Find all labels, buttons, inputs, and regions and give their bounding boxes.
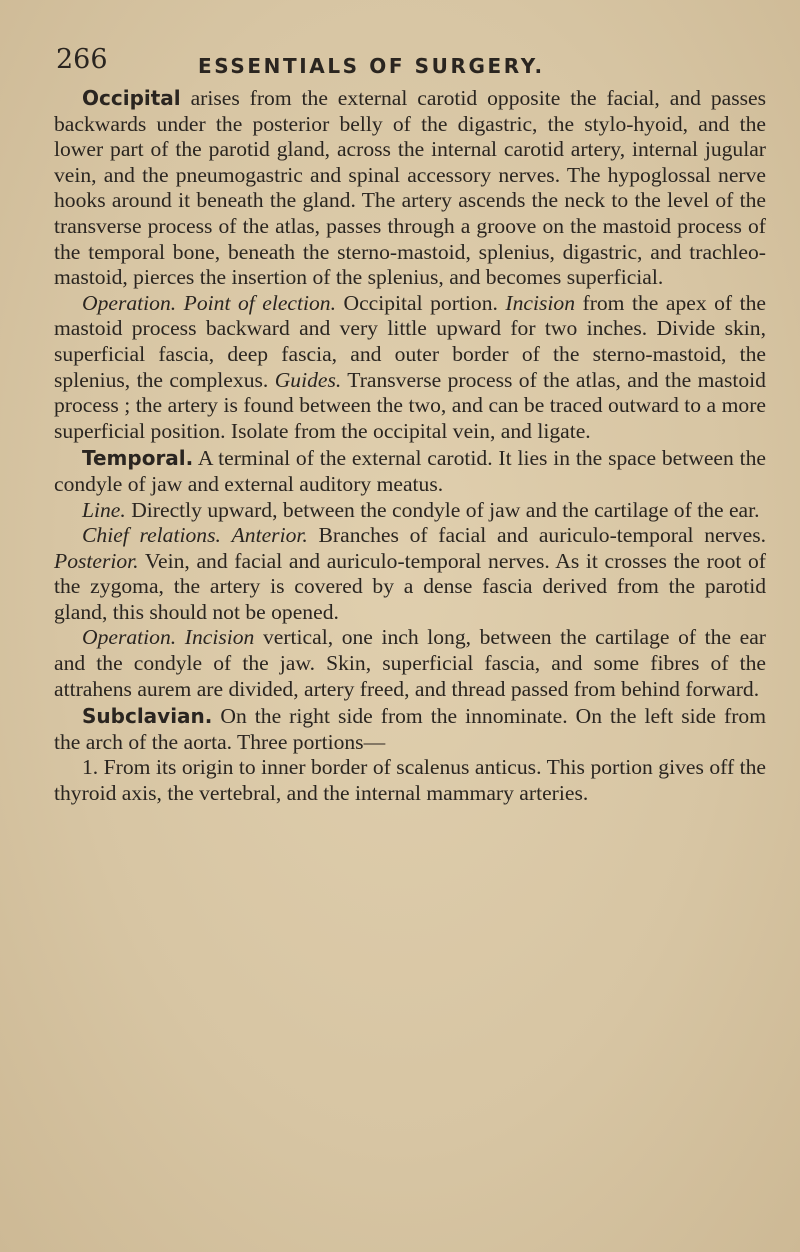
- paragraph-temporal: [54, 446, 766, 497]
- temporal-relations-text-1: Branches of facial and auriculo-temporal nerves.: [307, 523, 766, 548]
- occipital-operation-text-2: Transverse process of the atlas, and the mastoid process ; the artery is found between the two, and can be traced outward to a more superficial position. Isolate from the occipital vein, and ligate.: [54, 367, 766, 443]
- label-anterior: Anterior.: [231, 523, 308, 548]
- subclavian-text: On the right side from the innominate. On the left side from the arch of the aorta. Three portions—: [54, 704, 766, 754]
- subclavian-first-text: 1. From its origin to inner border of scalenus anticus. This portion gives off the thyroid axis, the vertebral, and the internal mammary arteries.: [54, 755, 766, 806]
- label-posterior: Posterior.: [54, 548, 139, 573]
- running-title: ESSENTIALS OF SURGERY.: [198, 54, 545, 78]
- label-incision: Incision: [505, 290, 575, 315]
- heading-occipital: Occipital: [82, 86, 181, 110]
- body-text: [54, 86, 766, 807]
- temporal-line-text: Directly upward, between the condyle of jaw and the cartilage of the ear.: [125, 497, 760, 522]
- label-incision-temporal: Incision: [184, 625, 255, 650]
- paragraph-occipital-operation: [54, 291, 766, 445]
- paragraph-temporal-line: [54, 498, 766, 524]
- paragraph-temporal-operation: [54, 625, 766, 702]
- occipital-portion-text: Occipital portion.: [336, 290, 506, 315]
- label-operation-temporal: Operation.: [82, 625, 177, 650]
- occipital-text: arises from the external carotid opposite the facial, and passes backwards under the posterior belly of the digastric, the stylo-hyoid, and the lower part of the parotid gland, across the internal carotid artery, internal jugular vein, and the pneumogastric and spinal accessory nerves. The hypoglossal nerve hooks around it beneath the gland. The artery ascends the neck to the level of the transverse process of the atlas, passes through a groove on the mastoid process of the temporal bone, beneath the sterno-mastoid, splenius, digastric, and trachleo-mastoid, pierces the insertion of the splenius, and becomes superficial.: [54, 86, 766, 290]
- paragraph-temporal-relations: [54, 523, 766, 625]
- page-header: [52, 44, 772, 84]
- label-guides: Guides.: [274, 367, 342, 392]
- heading-temporal: Temporal.: [82, 446, 194, 471]
- heading-subclavian: Subclavian.: [82, 704, 213, 729]
- label-operation: Operation.: [82, 290, 177, 315]
- temporal-operation-text: vertical, one inch long, between the cartilage of the ear and the condyle of the jaw. Skin, superficial fascia, and some fibres of the attrahens aurem are divided, artery freed, and thread passed from behind forward.: [54, 625, 767, 701]
- label-chief-relations: Chief relations.: [82, 523, 221, 548]
- paragraph-subclavian-first: [54, 755, 766, 806]
- occipital-operation-text-1: from the apex of the mastoid process backward and very little upward for two inches. Divide skin, superficial fascia, deep fascia, and outer border of the sterno-mastoid, the splenius, the complexus.: [54, 290, 766, 392]
- label-point-of-election: Point of election.: [183, 290, 336, 315]
- temporal-text: A terminal of the external carotid. It lies in the space between the condyle of jaw and external auditory meatus.: [54, 446, 766, 496]
- temporal-relations-text-2: Vein, and facial and auriculo-temporal nerves. As it crosses the root of the zygoma, the artery is covered by a dense fascia derived from the parotid gland, this should not be opened.: [54, 548, 766, 624]
- label-line: Line.: [82, 497, 126, 522]
- paragraph-occipital: [54, 86, 766, 291]
- paragraph-subclavian: [54, 704, 766, 755]
- page-number: 266: [56, 44, 108, 75]
